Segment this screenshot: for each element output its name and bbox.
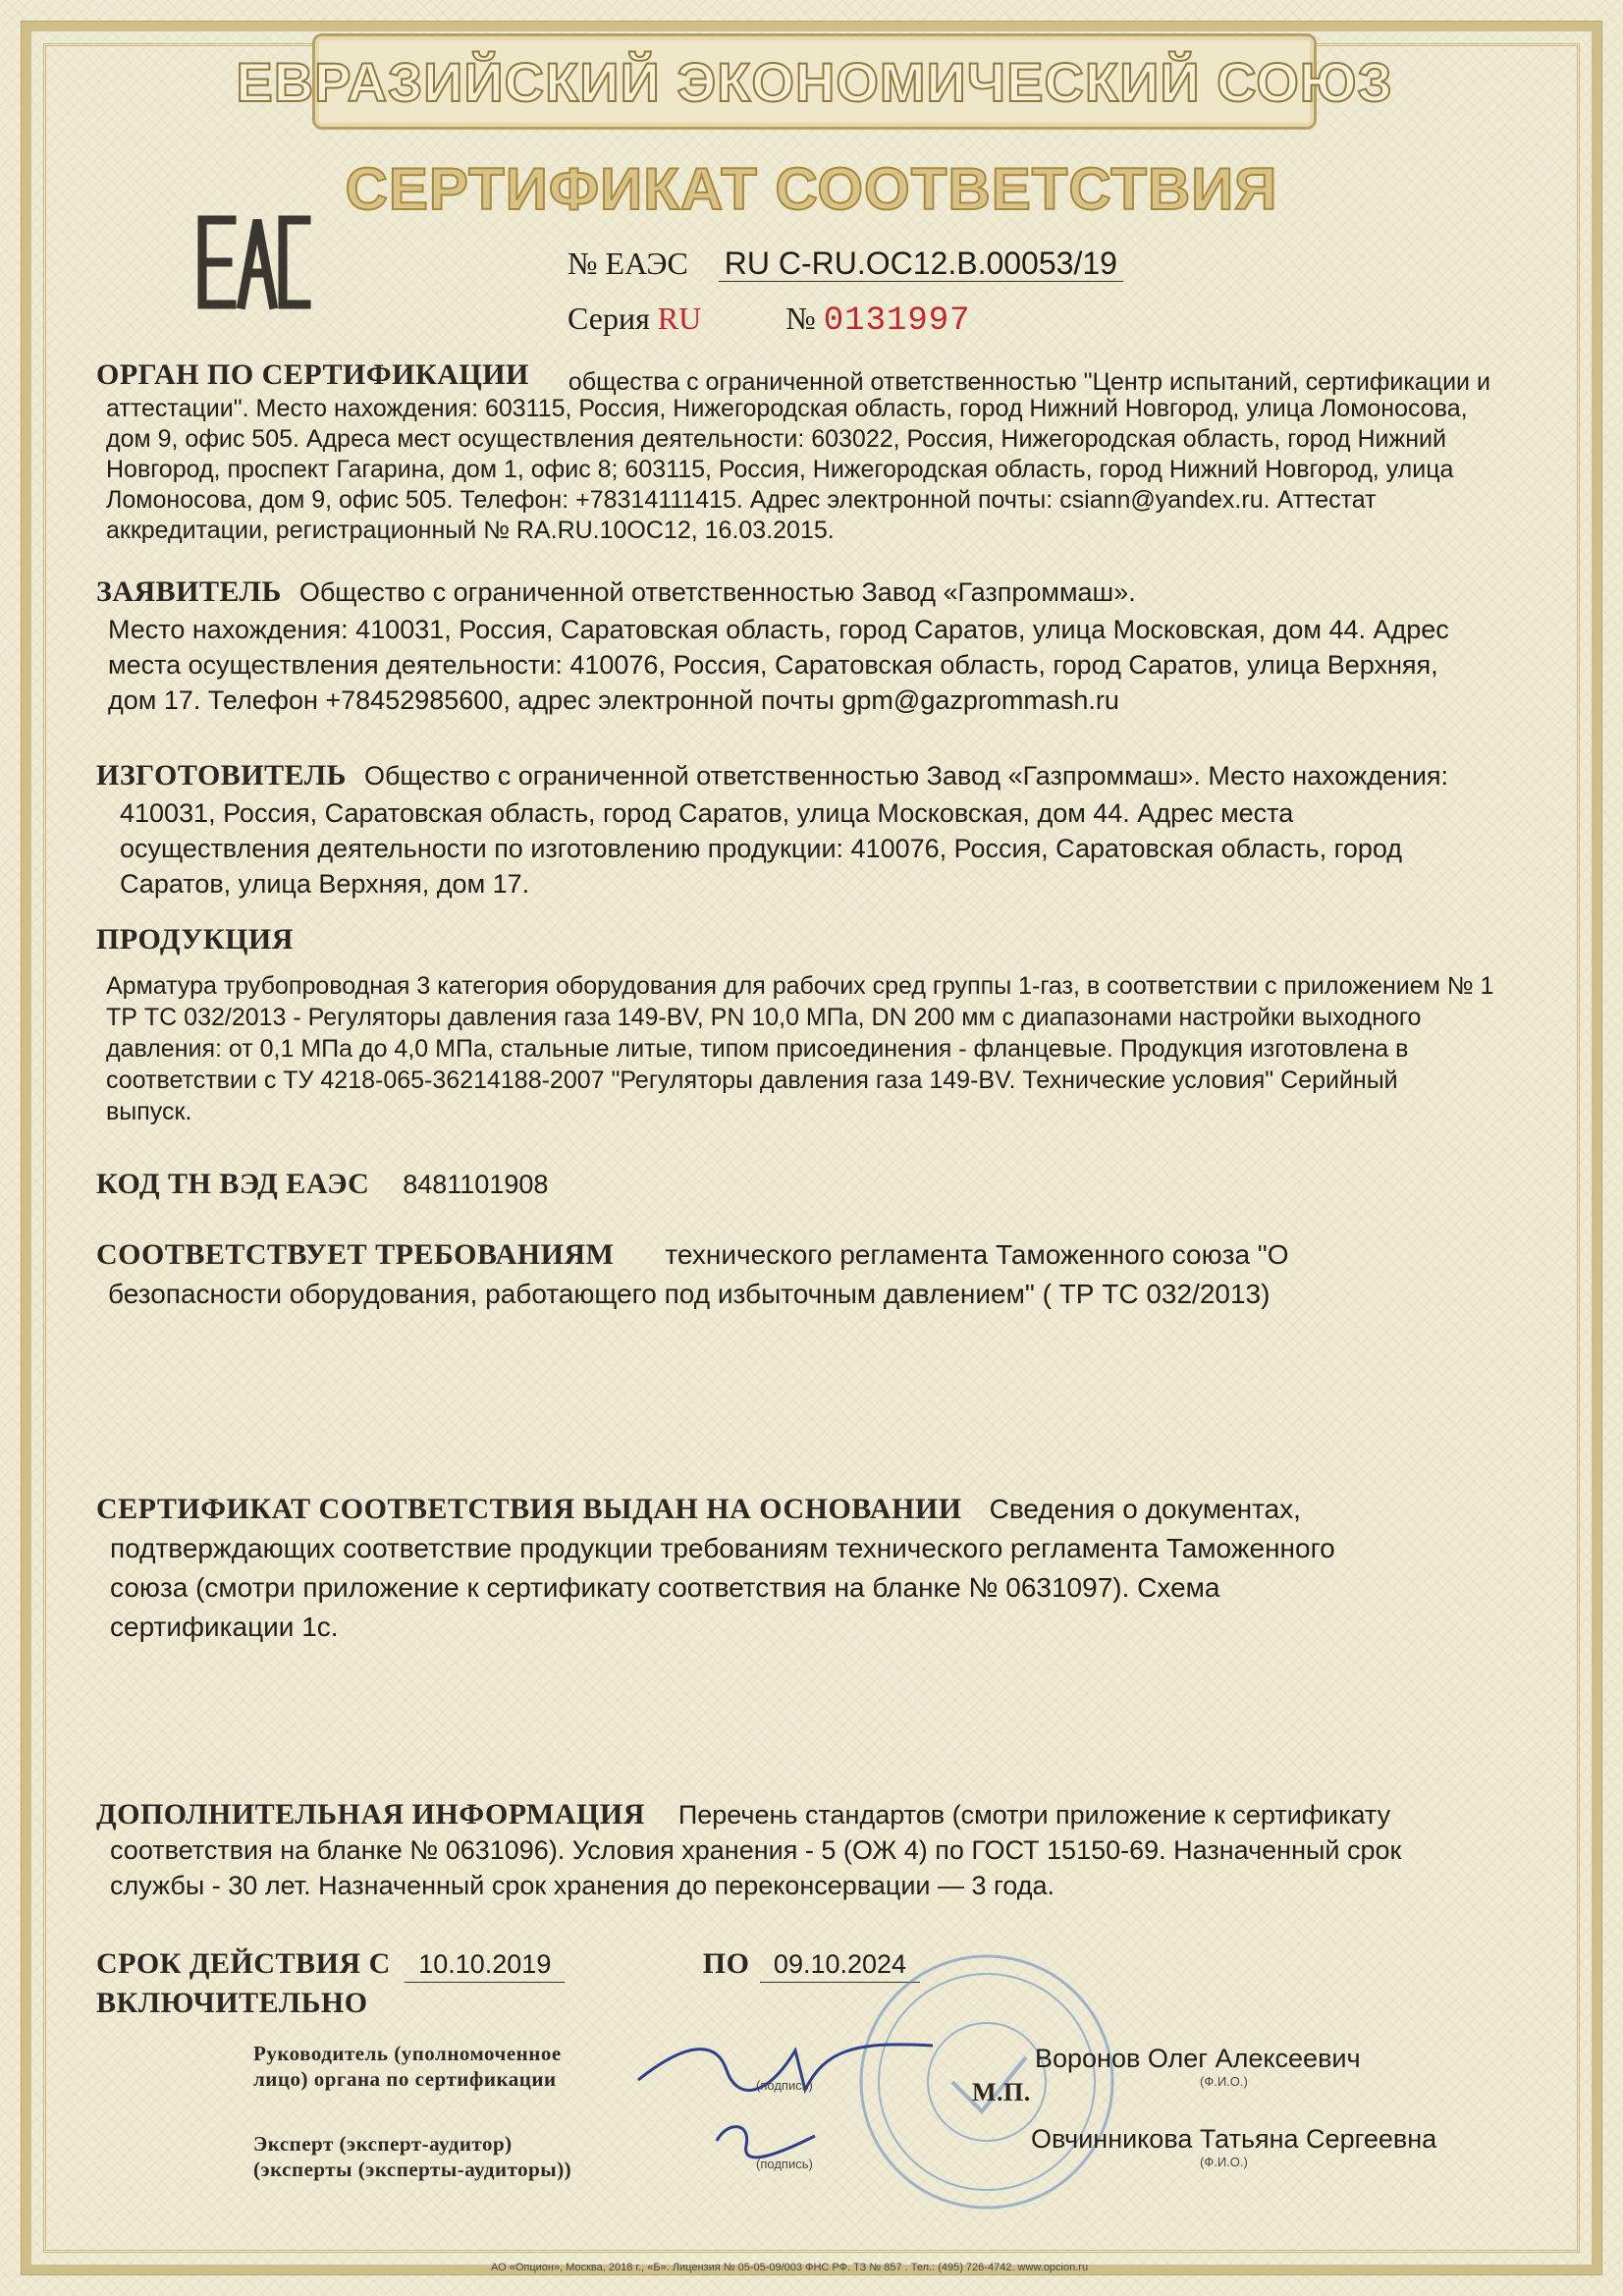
applicant-body [96,612,1540,718]
extra-line: Перечень стандартов (смотри приложение к сертификату [677,1800,1391,1830]
extra-section [96,1797,1540,1903]
validity-inclusive: ВКЛЮЧИТЕЛЬНО [96,1987,368,2019]
validity-to-label: ПО [702,1947,750,1980]
series-no-label: № [785,301,816,336]
manufacturer-body [96,795,1540,902]
validity-to-value: 09.10.2024 [760,1946,920,1983]
applicant-heading: ЗАЯВИТЕЛЬ [96,575,282,608]
applicant-line: Место нахождения: 410031, Россия, Саратовская область, город Саратов, улица Московская, дом 44. Адрес [108,615,1449,644]
series-label: Серия [568,301,650,336]
basis-heading: СЕРТИФИКАТ СООТВЕТСТВИЯ ВЫДАН НА ОСНОВАНИИ [96,1493,962,1525]
extra-heading: ДОПОЛНИТЕЛЬНАЯ ИНФОРМАЦИЯ [96,1798,645,1831]
fio-caption: (Ф.И.О.) [1200,2155,1248,2169]
product-heading: ПРОДУКЦИЯ [96,923,294,956]
basis-line: сертификации 1с. [110,1612,339,1642]
expert-label-line: Эксперт (эксперт-аудитор) [253,2132,513,2156]
union-banner: ЕВРАЗИЙСКИЙ ЭКОНОМИЧЕСКИЙ СОЮЗ [312,33,1317,130]
product-line: Арматура трубопроводная 3 категория оборудования для рабочих сред группы 1-газ, в соответствии с приложением № 1 [106,972,1494,1000]
expert-signer-label [253,2131,666,2182]
organ-line: Новгород, проспект Гагарина, дом 1, офис 8; 603115, Россия, Нижегородская область, город Нижний Новгород, улица [106,456,1454,483]
extra-line: службы - 30 лет. Назначенный срок хранения до переконсервации — 3 года. [110,1871,1055,1900]
organ-line: дом 9, офис 505. Адреса мест осуществления деятельности: 603022, Россия, Нижегородская область, город Нижний [106,425,1446,453]
head-label-line: лицо) органа по сертификации [253,2067,557,2091]
manufacturer-heading: ИЗГОТОВИТЕЛЬ [96,759,347,792]
conforms-line: безопасности оборудования, работающего под избыточным давлением" ( ТР ТС 032/2013) [108,1279,1271,1309]
code-heading: КОД ТН ВЭД ЕАЭС [96,1168,370,1200]
conforms-heading: СООТВЕТСТВУЕТ ТРЕБОВАНИЯМ [96,1238,615,1271]
number-label: № ЕАЭС [568,246,688,281]
mp-label: М.П. [972,2078,1031,2106]
eac-logo-icon [194,208,312,316]
organ-line: Ломоносова, дом 9, офис 505. Телефон: +78314111415. Адрес электронной почты: csiann@yandex.ru. Аттестат [106,486,1377,514]
manufacturer-line: осуществления деятельности по изготовлению продукции: 410076, Россия, Саратовская область, город [120,834,1403,863]
basis-line: союза (смотри приложение к сертификату соответствия на бланке № 0631097). Схема [110,1572,1220,1603]
organ-line: аттестации". Место нахождения: 603115, Россия, Нижегородская область, город Нижний Новгород, улица Ломоносова, [106,395,1468,422]
applicant-line: дом 17. Телефон +78452985600, адрес электронной почты gpm@gazprommash.ru [108,685,1119,715]
signature-caption: (подпись) [756,2078,813,2093]
code-section [96,1167,1540,1202]
applicant-line: Общество с ограниченной ответственностью Завод «Газпроммаш». [298,577,1136,607]
certificate-number-line [568,246,1123,282]
organ-section [96,359,1540,546]
basis-line: подтверждающих соответствие продукции требованиям технического регламента Таможенного [110,1533,1335,1563]
organ-body [96,394,1540,546]
organ-heading: ОРГАН ПО СЕРТИФИКАЦИИ [96,358,529,391]
conforms-line: технического регламента Таможенного союза "О [665,1239,1289,1270]
product-section [96,923,1540,1127]
printer-footer: АО «Опцион», Москва, 2018 г., «Б». Лицензия № 05-05-09/003 ФНС РФ. ТЗ № 857 . Тел.: (495) 726-4742. www.opcion.ru [491,2262,1089,2273]
head-signer-label [253,2041,646,2092]
expert-signer-name: Овчинникова Татьяна Сергеевна [1031,2124,1437,2154]
certificate-title: СЕРТИФИКАТ СООТВЕТСТВИЯ [345,156,1278,222]
manufacturer-line: Саратов, улица Верхняя, дом 17. [120,869,530,899]
series-no-value: 0131997 [823,302,971,340]
extra-body [96,1832,1540,1903]
validity-from-label: СРОК ДЕЙСТВИЯ С [96,1947,391,1980]
fio-caption: (Ф.И.О.) [1200,2074,1248,2089]
product-line: давления: от 0,1 МПа до 4,0 МПа, стальные литые, типом присоединения - фланцевые. Продукция изготовлена в [106,1035,1409,1063]
series-value: RU [657,301,702,336]
basis-line: Сведения о документах, [989,1494,1301,1524]
basis-section [96,1490,1540,1647]
basis-body [96,1529,1540,1647]
applicant-line: места осуществления деятельности: 410076, Россия, Саратовская область, город Саратов, улица Верхняя, [108,650,1438,680]
product-line: ТР ТС 032/2013 - Регуляторы давления газа 149-BV, PN 10,0 МПа, DN 200 мм с диапазонами настройки выходного [106,1004,1422,1031]
organ-line: аккредитации, регистрационный № RA.RU.10OC12, 16.03.2015. [106,517,835,544]
organ-line: общества с ограниченной ответственностью "Центр испытаний, сертификации и [568,368,1490,396]
manufacturer-section [96,758,1540,902]
product-body [96,970,1540,1127]
extra-line: соответствия на бланке № 0631096). Условия хранения - 5 (ОЖ 4) по ГОСТ 15150-69. Назначенный срок [110,1835,1402,1865]
manufacturer-line: Общество с ограниченной ответственностью Завод «Газпроммаш». Место нахождения: [363,761,1449,791]
head-label-line: Руководитель (уполномоченное [253,2042,562,2065]
expert-signature-icon [707,2111,825,2160]
product-line: выпуск. [106,1098,192,1125]
code-value: 8481101908 [403,1170,549,1199]
product-line: соответствии с ТУ 4218-065-36214188-2007 "Регуляторы давления газа 149-BV. Технические условия" Серийный [106,1066,1398,1094]
applicant-section [96,574,1540,718]
number-value: RU C-RU.OC12.B.00053/19 [719,246,1123,282]
signature-caption: (подпись) [756,2157,813,2171]
series-line [568,301,971,340]
validity-section [96,1946,1540,2020]
manufacturer-line: 410031, Россия, Саратовская область, город Саратов, улица Московская, дом 44. Адрес места [120,798,1294,828]
head-signer-name: Воронов Олег Алексеевич [1035,2044,1361,2073]
conforms-section [96,1235,1540,1314]
expert-label-line: (эксперты (эксперты-аудиторы)) [253,2158,572,2181]
validity-from-value: 10.10.2019 [405,1946,565,1983]
